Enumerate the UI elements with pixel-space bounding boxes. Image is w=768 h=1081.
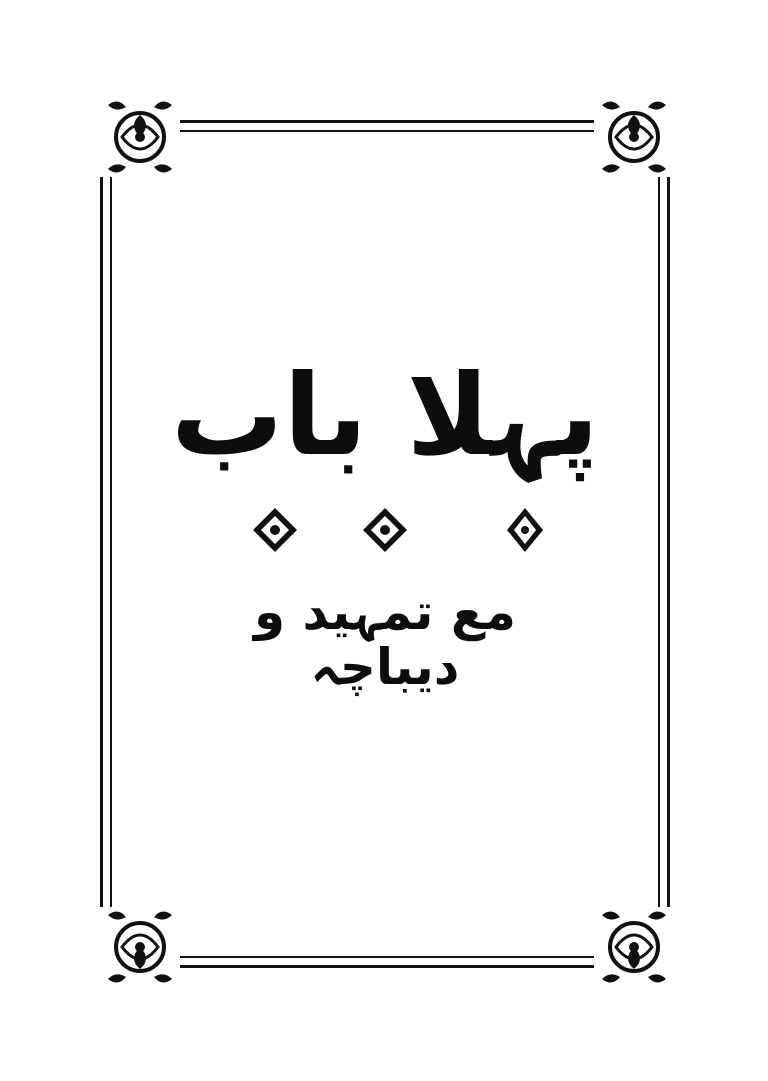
floral-corner-bottom-left-icon — [98, 905, 182, 989]
floral-corner-bottom-right-icon — [592, 905, 676, 989]
patterned-diamond-icon — [363, 508, 407, 552]
patterned-diamond-icon — [507, 508, 543, 552]
chapter-heading: پہلا باب — [170, 351, 600, 481]
decorative-diamonds — [245, 500, 545, 560]
patterned-diamond-icon — [253, 508, 297, 552]
floral-corner-top-right-icon — [592, 95, 676, 179]
floral-corner-top-left-icon — [98, 95, 182, 179]
chapter-subheading: مع تمہید و دیباچہ — [254, 583, 516, 696]
